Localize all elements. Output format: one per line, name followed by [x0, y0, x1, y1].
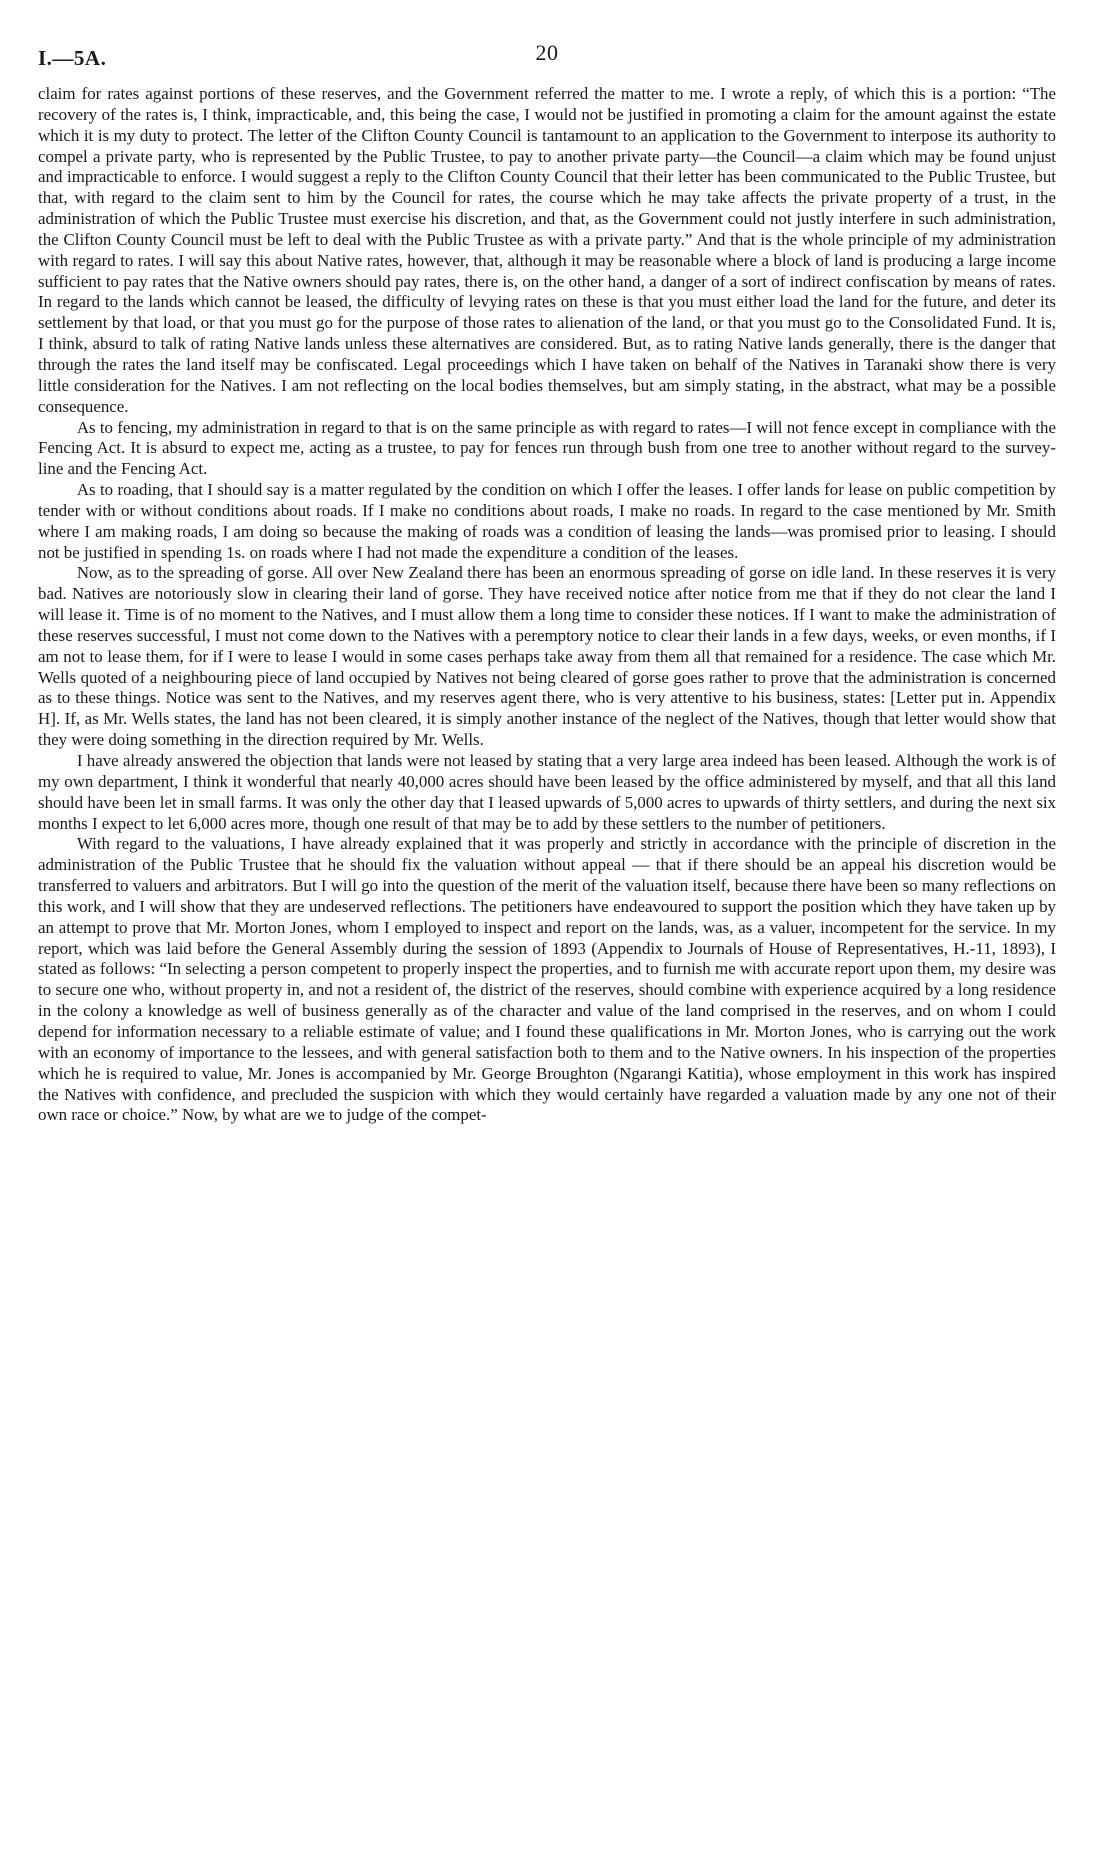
document-reference: I.—5A.	[38, 46, 107, 70]
paragraph-valuations: With regard to the valuations, I have already explained that it was properly and strictly in accordance with the principle of discretion in the administration of the Public Trustee that he should fix the valuation without appeal — that if there should be an appeal his discretion would be transferred to valuers and arbitrators. But I will go into the question of the merit of the valuation itself, because there have been so many reflections on this work, and I will show that they are undeserved reflections. The petitioners have endeavoured to support the position which they have taken up by an attempt to prove that Mr. Morton Jones, whom I employed to inspect and report on the lands, was, as a valuer, incompetent for the service. In my report, which was laid before the General Assembly during the session of 1893 (Appendix to Journals of House of Representatives, H.-11, 1893), I stated as follows: “In selecting a person competent to properly inspect the properties, and to furnish me with accurate report upon them, my desire was to secure one who, without property in, and not a resident of, the district of the reserves, should combine with experience acquired by a long residence in the colony a knowledge as well of business generally as of the character and value of the land comprised in the reserves, and on whom I could depend for information necessary to a reliable estimate of value; and I found these qualifications in Mr. Morton Jones, who is carrying out the work with an economy of importance to the lessees, and with general satisfaction both to them and to the Native owners. In his inspection of the properties which he is required to value, Mr. Jones is accompanied by Mr. George Broughton (Ngarangi Katitia), whose employment in this work has inspired the Natives with confidence, and precluded the suspicion with which they would certainly have regarded a valuation made by any one not of their own race or choice.” Now, by what are we to judge of the compet-	[38, 834, 1056, 1125]
document-page	[38, 40, 1056, 1126]
paragraph-fencing: As to fencing, my administration in regard to that is on the same principle as with regard to rates—I will not fence except in compliance with the Fencing Act. It is absurd to expect me, acting as a trustee, to pay for fences run through bush from one tree to another without regard to the survey-line and the Fencing Act.	[38, 417, 1056, 479]
paragraph-gorse: Now, as to the spreading of gorse. All over New Zealand there has been an enormous spreading of gorse on idle land. In these reserves it is very bad. Natives are notoriously slow in clearing their land of gorse. They have received notice after notice from me that if they do not clear the land I will lease it. Time is of no moment to the Natives, and I must allow them a long time to consider these notices. If I want to make the administration of these reserves successful, I must not come down to the Natives with a peremptory notice to clear their lands in a few days, weeks, or even months, if I am not to lease them, for if I were to lease I would in some cases perhaps take away from them all that remained for a residence. The case which Mr. Wells quoted of a neighbouring piece of land occupied by Natives not being cleared of gorse goes rather to prove that the administration is concerned as to these things. Notice was sent to the Natives, and my reserves agent there, who is very attentive to his business, states: [Letter put in. Appendix H]. If, as Mr. Wells states, the land has not been cleared, it is simply another instance of the neglect of the Natives, though that letter would show that they were doing something in the direction required by Mr. Wells.	[38, 563, 1056, 750]
paragraph-rates: claim for rates against portions of these reserves, and the Government referred the matter to me. I wrote a reply, of which this is a portion: “The recovery of the rates is, I think, impracticable, and, this being the case, I would not be justified in promoting a claim for the amount against the estate which it is my duty to protect. The letter of the Clifton County Council is tantamount to an application to the Government to interpose its authority to compel a private party, who is represented by the Public Trustee, to pay to another private party—the Council—a claim which may be found unjust and impracticable to enforce. I would suggest a reply to the Clifton County Council that their letter has been communicated to the Public Trustee, but that, with regard to the claim sent to him by the Council for rates, the course which he may take affects the private property of a trust, in the administration of which the Public Trustee must exercise his discretion, and that, as the Government could not justly interfere in such administration, the Clifton County Council must be left to deal with the Public Trustee as with a private party.” And that is the whole principle of my administration with regard to rates. I will say this about Native rates, however, that, although it may be reasonable where a block of land is producing a large income sufficient to pay rates that the Native owners should pay rates, there is, on the other hand, a danger of a sort of indirect confiscation by means of rates. In regard to the lands which cannot be leased, the difficulty of levying rates on these is that you must either load the land for the future, and deter its settlement by that load, or that you must go for the purpose of those rates to alienation of the land, or that you must go to the Consolidated Fund. It is, I think, absurd to talk of rating Native lands unless these alternatives are considered. But, as to rating Native lands generally, there is the danger that through the rates the land itself may be confiscated. Legal proceedings which I have taken on behalf of the Natives in Taranaki show there is very little consideration for the Natives. I am not reflecting on the local bodies themselves, but am simply stating, in the abstract, what may be a possible consequence.	[38, 84, 1056, 416]
page-number: 20	[535, 40, 559, 65]
page-header	[38, 40, 1056, 76]
document-body	[38, 84, 1056, 1126]
paragraph-roading: As to roading, that I should say is a matter regulated by the condition on which I offer the leases. I offer lands for lease on public competition by tender with or without conditions about roads. If I make no conditions about roads, I make no roads. In regard to the case mentioned by Mr. Smith where I am making roads, I am doing so because the making of roads was a condition of leasing the lands—was promised prior to leasing. I should not be justified in spending 1s. on roads where I had not made the expenditure a condition of the leases.	[38, 480, 1056, 562]
paragraph-leasing: I have already answered the objection that lands were not leased by stating that a very large area indeed has been leased. Although the work is of my own department, I think it wonderful that nearly 40,000 acres should have been leased by the office administered by myself, and that all this land should have been let in small farms. It was only the other day that I leased upwards of 5,000 acres to upwards of thirty settlers, and during the next six months I expect to let 6,000 acres more, though one result of that may be to add by these settlers to the number of petitioners.	[38, 751, 1056, 833]
